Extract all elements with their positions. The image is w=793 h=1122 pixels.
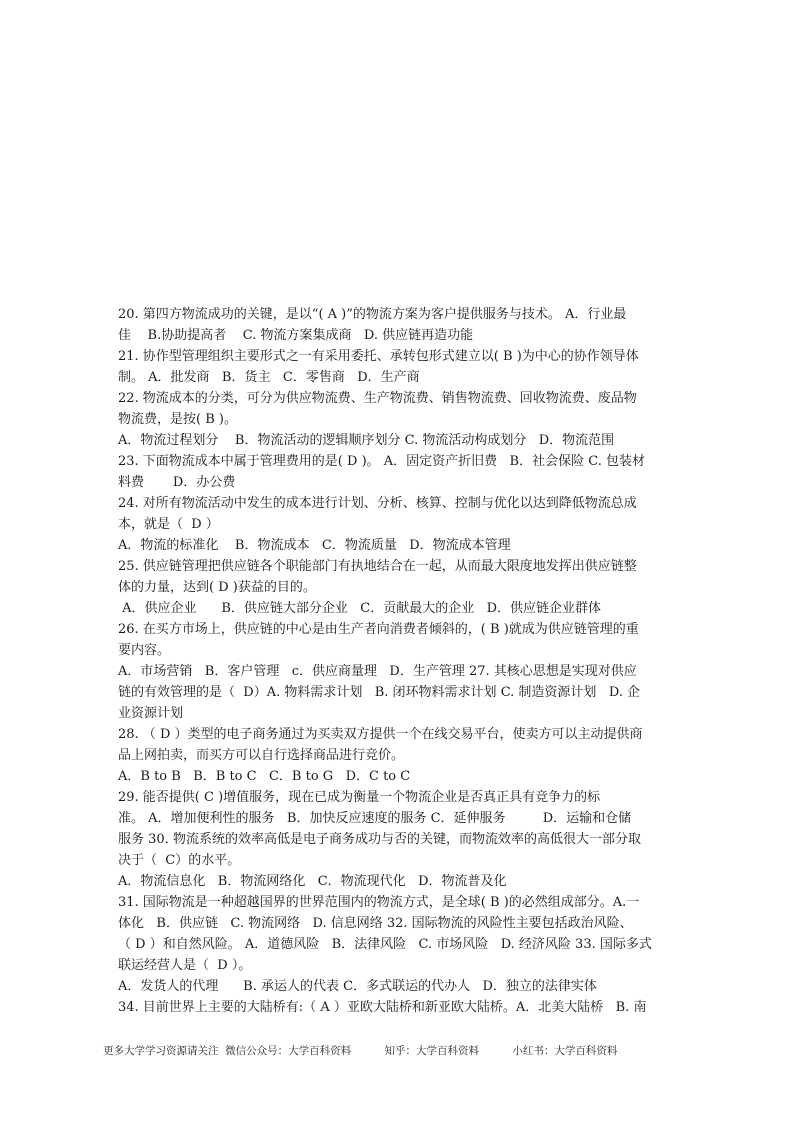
text-line: 24. 对所有物流活动中发生的成本进行计划、分析、核算、控制与优化以达到降低物流总成 [118, 496, 637, 511]
text-line: 29. 能否提供( C )增值服务，现在已成为衡量一个物流企业是否真正具有竞争力的标 [118, 790, 601, 805]
text-line: 本，就是（ D ） [118, 517, 219, 532]
text-line: A．发货人的代理 B. 承运人的代表 C．多式联运的代办人 D．独立的法律实体 [118, 979, 597, 994]
text-line: A．物流信息化 B．物流网络化 C．物流现代化 D．物流普及化 [118, 874, 507, 889]
text-line: 体的力量，达到( D )获益的目的。 [118, 580, 316, 595]
text-line: A．B to B B．B to C C．B to G D．C to C [118, 769, 411, 784]
text-line: 制。 A．批发商 B．货主 C．零售商 D．生产商 [118, 370, 420, 385]
text-line: A．物流的标准化 B．物流成本 C．物流质量 D．物流成本管理 [118, 538, 511, 553]
text-line: 34. 目前世界上主要的大陆桥有:（ A ）亚欧大陆桥和新亚欧大陆桥。A．北美大陆桥 B. 南 [118, 1000, 647, 1015]
document-body [118, 304, 674, 1018]
text-line: 23. 下面物流成本中属于管理费用的是( D )。 A．固定资产折旧费 B．社会保险 C. 包装材 [118, 454, 645, 469]
text-line: （ D ）和自然风险。 A．道德风险 B．法律风险 C. 市场风险 D. 经济风险 33. 国际多式 [118, 937, 652, 952]
text-line: 26. 在买方市场上，供应链的中心是由生产者向消费者倾斜的，( B )就成为供应链管理的重 [118, 622, 639, 637]
text-line: 佳 B.协助提高者 C. 物流方案集成商 D. 供应链再造功能 [118, 328, 474, 343]
text-line: 准。 A．增加便利性的服务 B．加快反应速度的服务 C．延伸服务 D．运输和仓储 [118, 811, 632, 826]
text-line: 体化 B．供应链 C. 物流网络 D. 信息网络 32. 国际物流的风险性主要包括政治风险、 [118, 916, 633, 931]
text-line: 联运经营人是（ D ）。 [118, 958, 252, 973]
text-line: 链的有效管理的是（ D）A. 物料需求计划 B. 闭环物料需求计划 C. 制造资源计划 D. 企 [118, 685, 641, 700]
text-line: 22. 物流成本的分类，可分为供应物流费、生产物流费、销售物流费、回收物流费、废品物 [118, 391, 637, 406]
text-line: 21. 协作型管理组织主要形式之一有采用委托、承转包形式建立以( B )为中心的协作领导体 [118, 349, 639, 364]
text-line: 品上网拍卖，而买方可以自行选择商品进行竞价。 [118, 748, 405, 763]
page-footer: 更多大学学习资源请关注 微信公众号：大学百科资料 知乎：大学百科资料 小红书：大学百科资料 [103, 1045, 618, 1057]
text-line: 料费 D．办公费 [118, 475, 236, 490]
text-line: A．供应企业 B．供应链大部分企业 C．贡献最大的企业 D．供应链企业群体 [118, 601, 602, 616]
text-line: 25. 供应链管理把供应链各个职能部门有执地结合在一起，从而最大限度地发挥出供应链整 [118, 559, 637, 574]
text-line: 31. 国际物流是一种超越国界的世界范围内的物流方式，是全球( B )的必然组成部分。A.一 [118, 895, 640, 910]
text-line: 物流费，是按( B )。 [118, 412, 237, 427]
text-line: 决于（ C）的水平。 [118, 853, 241, 868]
text-line: A．市场营销 B．客户管理 c．供应商量理 D．生产管理 27. 其核心思想是实现对供应 [118, 664, 637, 679]
text-line: 服务 30. 物流系统的效率高低是电子商务成功与否的关键，而物流效率的高低很大一部分取 [118, 832, 641, 847]
text-line: 28. （ D ）类型的电子商务通过为买卖双方提供一个在线交易平台，使卖方可以主动提供商 [118, 727, 643, 742]
text-line: 20. 第四方物流成功的关键，是以“( A )”的物流方案为客户提供服务与技术。 A．行业最 [118, 307, 627, 322]
text-line: 要内容。 [118, 643, 171, 658]
text-line: A．物流过程划分 B．物流活动的逻辑顺序划分 C. 物流活动构成划分 D．物流范围 [118, 433, 615, 448]
text-line: 业资源计划 [118, 706, 184, 721]
